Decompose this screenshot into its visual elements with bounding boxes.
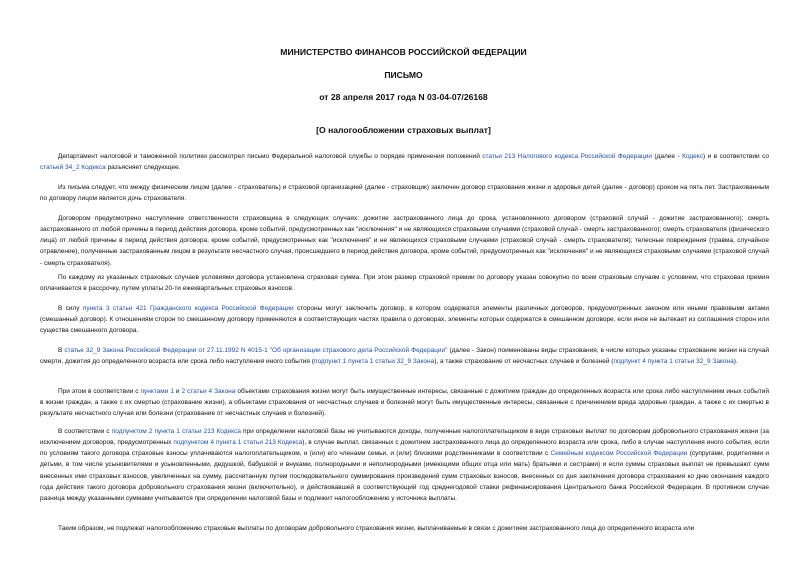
p7-text-2: и — [173, 388, 182, 395]
p6-text-1: В — [58, 347, 65, 354]
paragraph-1 — [40, 151, 769, 173]
p1-text-1: Департамент налоговой и таможенной политики рассмотрел письмо Федеральной налоговой службы о порядке применения положений — [58, 153, 483, 160]
p4-text-1: По каждому из указанных страховых случаев условиями договора установлена страховая сумма. При этом размер страховой премии по договору указан совокупно по всем страховым случаям с условием, что страховая премия оплачивается в рассрочку, путем уплаты 20-ти ежеквартальных страховых взносов. — [40, 274, 769, 293]
p7-text-1: При этом в соответствии с — [58, 388, 141, 395]
document-date-number: от 28 апреля 2017 года N 03-04-07/26168 — [319, 92, 488, 102]
p6-text-2: (далее - Закон) поименованы виды страхования, в числе которых указаны страхование жизни на случай смерти, дожития до определенного возраста или срока либо наступления иного события ( — [40, 347, 769, 366]
link-family-code[interactable]: Семейным кодексом Российской Федерации — [550, 450, 688, 458]
p6-text-3: ), а также страхование от несчастных случаев и болезней ( — [434, 358, 614, 366]
link-subparagraph-1[interactable]: подпункт 1 пункта 1 статьи 32_9 Закона — [313, 358, 435, 366]
ministry-title: МИНИСТЕРСТВО ФИНАНСОВ РОССИЙСКОЙ ФЕДЕРАЦИИ — [280, 47, 527, 57]
link-points-1[interactable]: пунктами 1 — [140, 388, 174, 395]
link-subparagraph-2-213[interactable]: подпунктом 2 пункта 1 статьи 213 Кодекса — [111, 428, 241, 435]
paragraph-9 — [40, 523, 769, 534]
p3-text-1: Договором предусмотрено наступление ответственности страховщика в следующих случаях: дожитие застрахованного лица до срока, установленного договором (страховой случай - дожитие застрахованного); смерть застрахованного от любой причины в период действия договора, кроме событий, предусмотренных как "исключения" и не являющихся страховыми случаями (страховой случай - смерть застрахованного); смерть страхователя (физического лица) от любой причины в период действия договора, кроме событий, предусмотренных как "исключения" и не являющихся страховыми случаями (страховой случай - смерть страхователя); телесные повреждения (травма, случайное отравление), полученные застрахованным лицом в результате несчастного случая, происшедшего в период действия договора, кроме событий, предусмотренных как "исключения" и не являющихся страховыми случаями (страховой случай - смерть страхователя). — [40, 215, 769, 267]
paragraph-4 — [40, 272, 769, 294]
link-subparagraph-4[interactable]: подпункт 4 пункта 1 статьи 32_9 Закона — [613, 358, 734, 366]
document-subject: [О налогообложении страховых выплат] — [316, 125, 491, 135]
link-law-article-32-9[interactable]: статье 32_9 Закона Российской Федерации от 27.11.1992 N 4015-1 "Об организации страхового дела Российской Федерации" — [64, 347, 448, 354]
p2-text-1: Из письма следует, что между физическим лицом (далее - страхователь) и страховой организацией (далее - страховщик) заключен договор страхования жизни и здоровья детей (далее - договор) сроком на пять лет. Застрахованным по договору лицом является дочь страхователя. — [40, 184, 769, 203]
p5-text-1: В силу — [58, 305, 83, 312]
paragraph-6 — [40, 345, 769, 367]
link-article-4-law[interactable]: 2 статьи 4 Закона — [181, 388, 236, 395]
p8-text-4: (супругами, родителями и детьми, в том числе усыновителями и усыновленными, дедушкой, бабушкой и внуками, полнородными и неполнородными (имеющими общих отца или мать) братьями и сестрами) и если суммы страховых выплат не превышают сумм внесенных ими страховых взносов, увеличенных на сумму, рассчитанную путем последовательного суммирования произведений сумм страховых взносов, внесенных со дня заключения договора страхования ко дню окончания каждого года действия такого договора добровольного страхования жизни (включительно), и действовавшей в соответствующий год среднегодовой ставки рефинансирования Центрального банка Российской Федерации. В противном случае разница между указанными суммами учитывается при определении налоговой базы и подлежит налогообложению у источника выплаты. — [40, 450, 770, 502]
paragraph-3 — [40, 213, 769, 269]
paragraph-2 — [40, 182, 769, 204]
link-code[interactable]: Кодекс — [682, 153, 703, 160]
p8-text-2: при определении налоговой базы не учитываются доходы, полученные налогоплательщиком в виде страховых выплат по договорам добровольного страхования жизни (за исключением договоров, предусмотренных — [40, 428, 770, 447]
p5-text-2: стороны могут заключить договор, в котором содержатся элементы различных договоров, предусмотренных законом или иными правовыми актами (смешанный договор). К отношениям сторон по смешанному договору применяются в соответствующих частях правила о договорах, элементы которых содержатся в смешанном договоре, если иное не вытекает из соглашения сторон или существа смешанного договора. — [40, 305, 769, 335]
p1-text-3: ) и в соответствии со — [702, 153, 769, 160]
p1-text-2: (далее - — [651, 153, 683, 160]
p7-text-3: объектами страхования жизни могут быть имущественные интересы, связанные с дожитием граждан до определенных возраста или срока либо наступлением иных событий в жизни граждан, а также с их смертью (страхование жизни), а объектами страхования от несчастных случаев и болезней могут быть имущественные интересы, связанные с причинением вреда здоровью граждан, а также с их смертью в результате несчастного случая или болезни (страхование от несчастных случаев и болезней). — [40, 388, 769, 418]
link-article-34-2[interactable]: статьей 34_2 Кодекса — [40, 164, 106, 172]
paragraph-8 — [40, 426, 769, 504]
p9-text-1: Таким образом, не подлежат налогообложению страховые выплаты по договорам добровольного страхования жизни, выплачиваемые в связи с дожитием застрахованного лица до определенного возраста или — [58, 525, 695, 532]
p8-text-3: ), в случае выплат, связанных с дожитием застрахованного лица до определенного возраста или срока, либо в случае наступления иного события, если по условиям такого договора страховые взносы уплачиваются налогоплательщиком, и (или) его членами семьи, и (или) близкими родственниками в соответствии с — [40, 439, 769, 458]
link-civil-code-421[interactable]: пункта 3 статьи 421 Гражданского кодекса Российской Федерации — [82, 305, 294, 312]
document-type: ПИСЬМО — [384, 70, 423, 80]
paragraph-7 — [40, 386, 769, 419]
p1-text-4: разъясняет следующее. — [105, 164, 181, 172]
paragraph-5 — [40, 303, 769, 336]
p6-text-4: ). — [733, 358, 738, 366]
p8-text-1: В соответствии с — [58, 428, 112, 435]
link-article-213-tax-code[interactable]: статьи 213 Налогового кодекса Российской Федерации — [482, 153, 652, 160]
link-subparagraph-4-213[interactable]: подпунктом 4 пункта 1 статьи 213 Кодекса — [173, 439, 303, 447]
